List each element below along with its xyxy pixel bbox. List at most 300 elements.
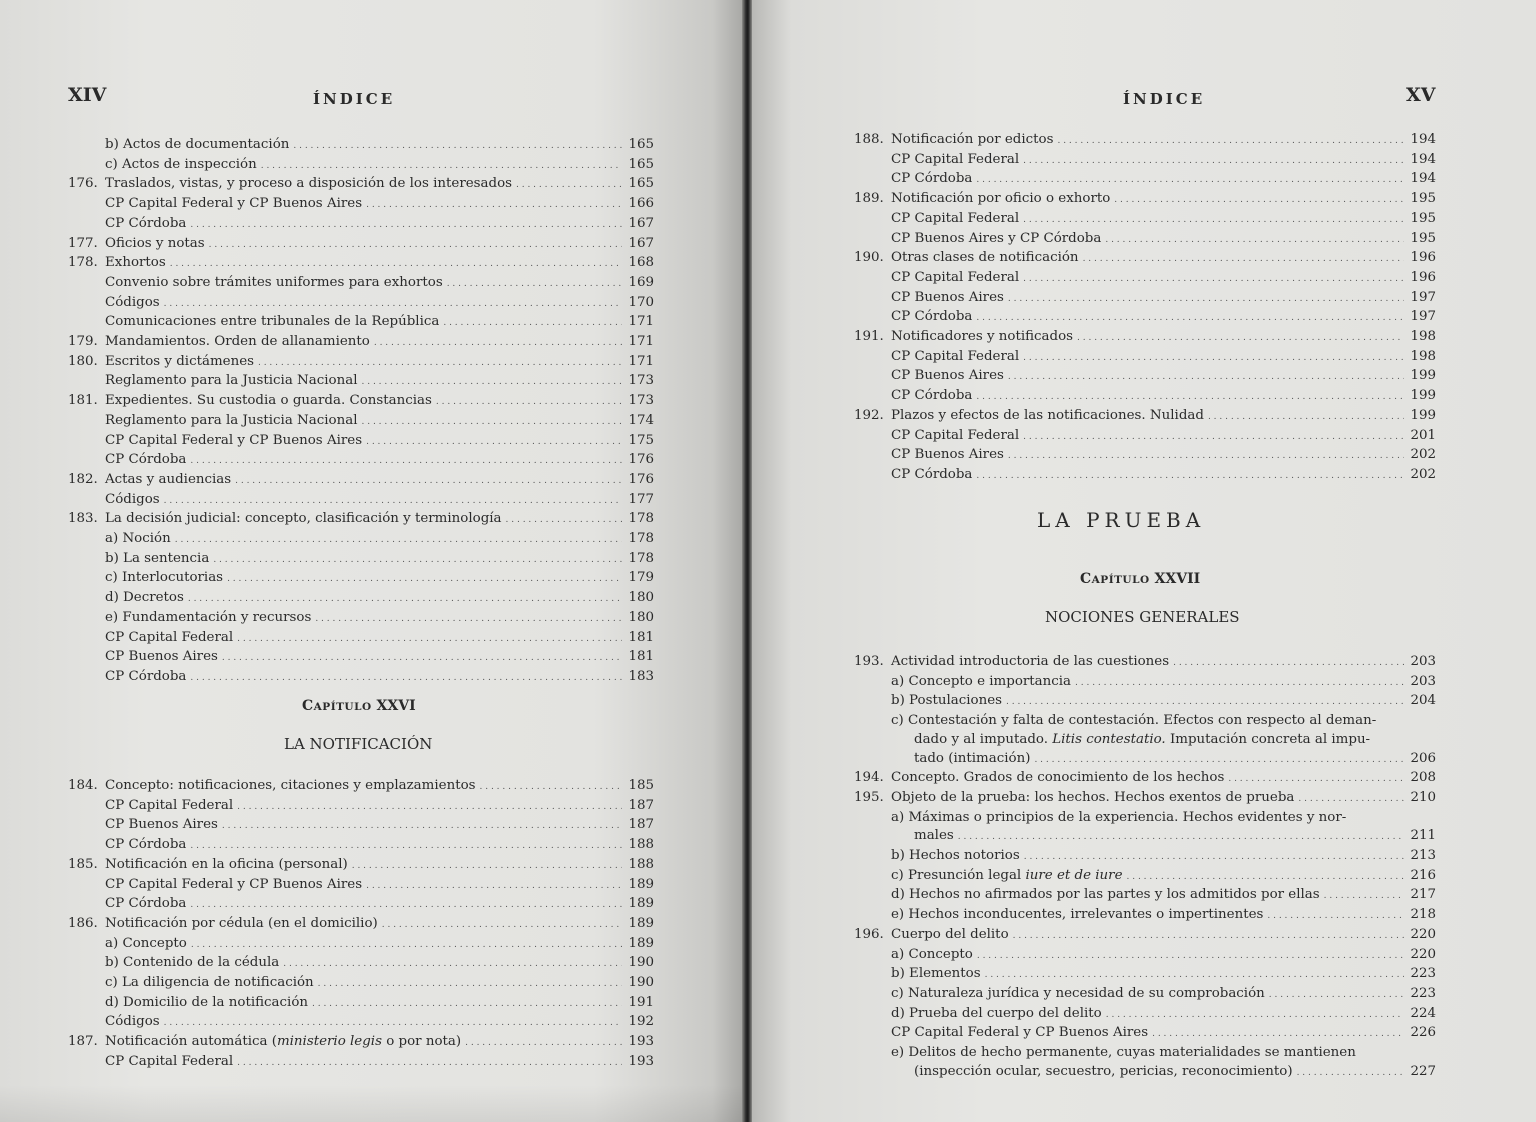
toc-entry[interactable]: [68, 1013, 654, 1033]
toc-entry[interactable]: [68, 274, 654, 294]
leader-dots: [1298, 789, 1404, 809]
toc-entry[interactable]: [68, 175, 654, 195]
leader-dots: [1077, 328, 1404, 348]
leader-dots: [312, 994, 622, 1014]
leader-dots: [516, 175, 622, 195]
toc-entry[interactable]: [68, 491, 654, 511]
toc-entry[interactable]: [854, 446, 1436, 466]
entry-page: 191: [628, 994, 654, 1010]
toc-entry[interactable]: [854, 789, 1436, 809]
entry-label-part: o por nota): [381, 1034, 462, 1050]
entry-label: b) Contenido de la cédula: [105, 955, 280, 971]
entry-label: Comunicaciones entre tribunales de la República: [105, 314, 440, 330]
entry-page: 203: [1410, 654, 1436, 669]
entry-page: 197: [1410, 309, 1436, 325]
entry-label: CP Capital Federal: [891, 348, 1020, 364]
leader-dots: [1023, 269, 1404, 289]
entry-number: 195.: [854, 789, 884, 805]
toc-entry[interactable]: [68, 609, 654, 629]
leader-dots: [283, 954, 622, 974]
entry-label: Códigos: [105, 491, 160, 507]
entry-label: Códigos: [105, 294, 160, 310]
leader-dots: [190, 451, 622, 471]
leader-dots: [1105, 230, 1404, 250]
entry-label-line: dado y al imputado.: [914, 731, 1053, 747]
entry-page: 193: [628, 1053, 654, 1069]
entry-label: Concepto: notificaciones, citaciones y emplazamientos: [105, 778, 476, 793]
entry-label: Notificación en la oficina (personal): [105, 856, 348, 872]
leader-dots: [1127, 867, 1404, 887]
toc-entry[interactable]: [854, 946, 1436, 966]
leader-dots: [1008, 446, 1404, 466]
toc-entry[interactable]: [68, 550, 654, 570]
leader-dots: [382, 915, 622, 935]
leader-dots: [1023, 151, 1404, 171]
entry-number: 176.: [68, 176, 98, 192]
toc-entry[interactable]: [854, 906, 1436, 926]
toc-entry[interactable]: [68, 372, 654, 392]
entry-page: 177: [628, 491, 654, 507]
entry-page: 194: [1410, 171, 1436, 187]
entry-page: 171: [628, 314, 654, 330]
toc-entry[interactable]: [68, 895, 654, 915]
toc-entry[interactable]: [68, 856, 654, 876]
entry-page: 202: [1410, 447, 1436, 463]
toc-entry[interactable]: [68, 648, 654, 668]
right-toc-bottom: [854, 653, 1436, 1082]
toc-entry[interactable]: [854, 348, 1436, 368]
right-chapter-label: [1080, 571, 1200, 587]
toc-entry[interactable]: [68, 432, 654, 452]
entry-label: CP Capital Federal: [105, 1053, 234, 1069]
entry-page: 167: [628, 215, 654, 231]
entry-page: 197: [1410, 289, 1436, 305]
toc-entry[interactable]: [68, 530, 654, 550]
entry-page: 193: [628, 1034, 654, 1050]
entry-label: CP Córdoba: [105, 215, 187, 231]
toc-entry[interactable]: [854, 692, 1436, 712]
entry-label-italic: ministerio legis: [276, 1034, 382, 1050]
leader-dots: [958, 827, 1404, 847]
entry-page: 187: [628, 797, 654, 813]
entry-page: 189: [628, 876, 654, 892]
toc-entry[interactable]: [68, 1033, 654, 1053]
entry-label: Notificadores y notificados: [891, 329, 1074, 345]
entry-label: Notificación por cédula (en el domicilio): [105, 915, 378, 931]
toc-entry[interactable]: [854, 249, 1436, 269]
toc-entry-multiline[interactable]: [854, 809, 1436, 828]
part-title: LA PRUEBA: [1037, 508, 1206, 532]
entry-label: CP Capital Federal y CP Buenos Aires: [105, 432, 363, 448]
entry-page: 199: [1410, 388, 1436, 404]
toc-entry[interactable]: [68, 294, 654, 314]
leader-dots: [191, 935, 622, 955]
entry-page: 180: [628, 590, 654, 606]
entry-page: 203: [1410, 673, 1436, 689]
leader-dots: [1152, 1024, 1404, 1044]
leader-dots: [366, 195, 622, 215]
toc-entry[interactable]: [854, 210, 1436, 230]
toc-entry[interactable]: [68, 392, 654, 412]
toc-entry[interactable]: [854, 926, 1436, 946]
toc-entry[interactable]: [68, 1053, 654, 1073]
entry-label: d) Hechos no afirmados por las partes y los admitidos por ellas: [891, 887, 1320, 903]
entry-label: CP Córdoba: [891, 466, 973, 482]
left-chapter-title: LA NOTIFICACIÓN: [284, 735, 433, 753]
toc-entry[interactable]: [854, 190, 1436, 210]
entry-label: Plazos y efectos de las notificaciones. Nulidad: [891, 407, 1204, 423]
toc-entry[interactable]: [854, 867, 1436, 887]
left-chapter-label: [302, 698, 416, 714]
toc-entry[interactable]: [854, 965, 1436, 985]
entry-label-line: tado (intimación): [914, 750, 1031, 766]
toc-entry[interactable]: [854, 427, 1436, 447]
entry-page: 185: [628, 778, 654, 793]
entry-page: 188: [628, 837, 654, 853]
toc-entry[interactable]: [68, 816, 654, 836]
entry-page: 208: [1410, 770, 1436, 786]
toc-entry[interactable]: [854, 289, 1436, 309]
toc-entry[interactable]: [854, 1024, 1436, 1044]
toc-entry[interactable]: [68, 876, 654, 896]
entry-label: CP Córdoba: [891, 171, 973, 187]
entry-label: Reglamento para la Justicia Nacional: [105, 412, 358, 428]
toc-entry[interactable]: [68, 915, 654, 935]
toc-entry[interactable]: [854, 769, 1436, 789]
entry-label: Convenio sobre trámites uniformes para exhortos: [105, 274, 443, 290]
entry-number: 189.: [854, 191, 884, 207]
toc-entry[interactable]: [68, 156, 654, 176]
entry-number: 181.: [68, 393, 98, 409]
entry-page: 201: [1410, 427, 1436, 443]
leader-dots: [1006, 692, 1404, 712]
chapter-number: XXVI: [376, 698, 416, 714]
leader-dots: [164, 491, 622, 511]
entry-page: 204: [1410, 693, 1436, 709]
leader-dots: [1083, 249, 1404, 269]
entry-page: 171: [628, 334, 654, 350]
entry-label: CP Capital Federal y CP Buenos Aires: [105, 196, 363, 212]
toc-entry[interactable]: [68, 954, 654, 974]
toc-entry[interactable]: [68, 254, 654, 274]
entry-page: 227: [1410, 1063, 1436, 1079]
leader-dots: [443, 313, 622, 333]
toc-entry[interactable]: [68, 589, 654, 609]
entry-page: 165: [628, 137, 654, 152]
entry-page: 175: [628, 432, 654, 448]
entry-label: Traslados, vistas, y proceso a disposición de los interesados: [105, 176, 513, 192]
entry-page: 194: [1410, 151, 1436, 167]
entry-label: Notificación por edictos: [891, 132, 1054, 147]
leader-dots: [362, 412, 623, 432]
entry-label: CP Córdoba: [891, 309, 973, 325]
entry-number: 178.: [68, 255, 98, 271]
left-running-head: ÍNDICE: [313, 90, 396, 108]
entry-label: b) Hechos notorios: [891, 848, 1020, 864]
leader-dots: [188, 589, 622, 609]
entry-label: CP Córdoba: [105, 668, 187, 684]
entry-page: 218: [1410, 907, 1436, 923]
leader-dots: [366, 432, 622, 452]
left-toc-top: [68, 136, 654, 688]
chapter-prefix: CAPÍTULO: [302, 698, 372, 714]
leader-dots: [1034, 750, 1404, 770]
entry-number: 196.: [854, 926, 884, 942]
toc-entry[interactable]: [854, 151, 1436, 171]
toc-entry[interactable]: [68, 313, 654, 333]
entry-page: 167: [628, 235, 654, 251]
entry-page: 220: [1410, 946, 1436, 962]
left-toc-bottom: [68, 777, 654, 1073]
toc-entry[interactable]: [68, 333, 654, 353]
leader-dots: [1173, 653, 1404, 673]
entry-label: CP Capital Federal: [891, 269, 1020, 285]
entry-page: 165: [628, 176, 654, 192]
leader-dots: [447, 274, 622, 294]
entry-label: Actas y audiencias: [105, 471, 232, 487]
entry-label: Actividad introductoria de las cuestiones: [891, 654, 1170, 669]
entry-label: CP Capital Federal: [105, 797, 234, 813]
entry-number: 179.: [68, 334, 98, 350]
entry-label: [105, 1033, 461, 1052]
toc-entry-continued[interactable]: [854, 827, 1436, 847]
entry-label: b) Elementos: [891, 966, 981, 982]
entry-page: 195: [1410, 230, 1436, 246]
leader-dots: [374, 333, 622, 353]
leader-dots: [261, 156, 622, 176]
leader-dots: [1269, 985, 1404, 1005]
entry-page: 195: [1410, 191, 1436, 207]
entry-number: 177.: [68, 235, 98, 251]
toc-entry[interactable]: [854, 1005, 1436, 1025]
entry-label: CP Buenos Aires: [891, 447, 1004, 463]
right-running-head: ÍNDICE: [1123, 90, 1206, 108]
leader-dots: [366, 876, 622, 896]
entry-page: 198: [1410, 329, 1436, 345]
leader-dots: [190, 836, 622, 856]
toc-entry[interactable]: [68, 235, 654, 255]
entry-page: 179: [628, 570, 654, 586]
entry-page: 178: [628, 550, 654, 566]
entry-page: 189: [628, 896, 654, 912]
toc-entry-continued[interactable]: [854, 750, 1436, 770]
entry-label: Escritos y dictámenes: [105, 353, 254, 369]
entry-label-line: Imputación concreta al impu-: [1165, 731, 1371, 747]
toc-entry[interactable]: [854, 269, 1436, 289]
entry-number: 192.: [854, 407, 884, 423]
entry-label: e) Fundamentación y recursos: [105, 609, 312, 625]
entry-page: 198: [1410, 348, 1436, 364]
entry-page: 206: [1410, 750, 1436, 766]
leader-dots: [976, 387, 1404, 407]
leader-dots: [1008, 367, 1404, 387]
leader-dots: [315, 609, 622, 629]
toc-entry[interactable]: [68, 629, 654, 649]
toc-entry[interactable]: [68, 836, 654, 856]
entry-page: 223: [1410, 966, 1436, 982]
entry-page: 210: [1410, 789, 1436, 805]
toc-entry[interactable]: [68, 471, 654, 491]
entry-label: b) Actos de documentación: [105, 137, 290, 152]
toc-entry[interactable]: [68, 451, 654, 471]
leader-dots: [293, 136, 622, 156]
toc-entry[interactable]: [68, 994, 654, 1014]
leader-dots: [506, 510, 622, 530]
entry-label: a) Concepto e importancia: [891, 673, 1072, 689]
right-toc-top: [854, 131, 1436, 486]
entry-page: 181: [628, 649, 654, 665]
entry-label: CP Capital Federal: [891, 427, 1020, 443]
leader-dots: [1013, 926, 1404, 946]
entry-page: 199: [1410, 368, 1436, 384]
entry-label: a) Noción: [105, 531, 171, 547]
entry-label-line: a) Máximas o principios de la experiencia. Hechos evidentes y nor-: [891, 809, 1347, 825]
entry-page: 220: [1410, 926, 1436, 942]
entry-label: CP Buenos Aires: [891, 289, 1004, 305]
entry-label: Exhortos: [105, 255, 166, 271]
toc-entry[interactable]: [68, 510, 654, 530]
toc-entry[interactable]: [854, 170, 1436, 190]
toc-entry[interactable]: [68, 569, 654, 589]
entry-page: 168: [628, 255, 654, 271]
leader-dots: [222, 816, 622, 836]
entry-label: CP Capital Federal y CP Buenos Aires: [105, 876, 363, 892]
leader-dots: [1023, 427, 1404, 447]
entry-label: Notificación por oficio o exhorto: [891, 191, 1111, 207]
toc-entry[interactable]: [854, 387, 1436, 407]
entry-label: c) Naturaleza jurídica y necesidad de su comprobación: [891, 985, 1265, 1001]
toc-entry[interactable]: [854, 985, 1436, 1005]
toc-entry-continued[interactable]: [854, 1063, 1436, 1083]
toc-entry-multiline[interactable]: [854, 1044, 1436, 1063]
toc-entry[interactable]: [854, 131, 1436, 151]
entry-page: 166: [628, 196, 654, 212]
entry-number: 191.: [854, 329, 884, 345]
toc-entry[interactable]: [854, 230, 1436, 250]
entry-label-italic: Litis contestatio.: [1052, 731, 1166, 747]
chapter-prefix: CAPÍTULO: [1080, 571, 1150, 587]
entry-page: 192: [628, 1014, 654, 1030]
leader-dots: [237, 797, 622, 817]
left-folio: XIV: [68, 84, 107, 106]
book-gutter: [742, 0, 752, 1122]
entry-label-line: e) Delitos de hecho permanente, cuyas materialidades se mantienen: [891, 1045, 1356, 1061]
entry-label: CP Capital Federal y CP Buenos Aires: [891, 1025, 1149, 1041]
toc-entry[interactable]: [68, 412, 654, 432]
entry-number: 183.: [68, 511, 98, 527]
entry-label-part: Notificación automática (: [105, 1034, 277, 1050]
entry-page: 178: [628, 531, 654, 547]
leader-dots: [1024, 847, 1404, 867]
toc-entry[interactable]: [854, 407, 1436, 427]
leader-dots: [976, 308, 1404, 328]
toc-entry-multiline[interactable]: [854, 712, 1436, 749]
entry-label: CP Córdoba: [105, 452, 187, 468]
leader-dots: [164, 1013, 622, 1033]
leader-dots: [1057, 131, 1404, 151]
entry-number: 190.: [854, 250, 884, 266]
leader-dots: [318, 974, 622, 994]
leader-dots: [1023, 210, 1404, 230]
leader-dots: [164, 294, 622, 314]
toc-entry[interactable]: [68, 668, 654, 688]
entry-label: CP Córdoba: [105, 896, 187, 912]
toc-entry[interactable]: [854, 847, 1436, 867]
toc-entry[interactable]: [68, 974, 654, 994]
entry-page: 169: [628, 274, 654, 290]
toc-entry[interactable]: [68, 935, 654, 955]
entry-label: a) Concepto: [891, 946, 973, 962]
entry-label: CP Córdoba: [891, 388, 973, 404]
entry-page: 176: [628, 471, 654, 487]
toc-entry[interactable]: [854, 328, 1436, 348]
entry-label: [891, 867, 1123, 886]
right-chapter-title: NOCIONES GENERALES: [1045, 608, 1240, 626]
toc-entry[interactable]: [854, 466, 1436, 486]
leader-dots: [1267, 906, 1404, 926]
toc-entry[interactable]: [68, 353, 654, 373]
leader-dots: [209, 235, 622, 255]
leader-dots: [213, 550, 622, 570]
entry-page: 196: [1410, 250, 1436, 266]
entry-label: CP Buenos Aires: [105, 649, 218, 665]
leader-dots: [436, 392, 622, 412]
leader-dots: [170, 254, 622, 274]
entry-label: La decisión judicial: concepto, clasificación y terminología: [105, 511, 502, 527]
entry-number: 194.: [854, 770, 884, 786]
entry-label: e) Hechos inconducentes, irrelevantes o impertinentes: [891, 907, 1264, 923]
entry-page: 199: [1410, 407, 1436, 423]
toc-entry[interactable]: [68, 797, 654, 817]
toc-entry[interactable]: [854, 673, 1436, 693]
leader-dots: [352, 856, 622, 876]
toc-entry[interactable]: [854, 886, 1436, 906]
entry-page: 202: [1410, 466, 1436, 482]
entry-number: 185.: [68, 856, 98, 872]
entry-label: a) Concepto: [105, 935, 187, 951]
entry-page: 190: [628, 975, 654, 991]
toc-entry[interactable]: [854, 367, 1436, 387]
entry-label: d) Prueba del cuerpo del delito: [891, 1005, 1102, 1021]
toc-entry[interactable]: [854, 653, 1436, 673]
toc-entry[interactable]: [68, 777, 654, 797]
entry-page: 217: [1410, 887, 1436, 903]
entry-page: 195: [1410, 210, 1436, 226]
entry-label: d) Domicilio de la notificación: [105, 994, 309, 1010]
entry-label: CP Capital Federal: [891, 210, 1020, 226]
entry-page: 189: [628, 935, 654, 951]
entry-number: 182.: [68, 471, 98, 487]
entry-number: 186.: [68, 915, 98, 931]
leader-dots: [1297, 1063, 1404, 1083]
leader-dots: [237, 1053, 622, 1073]
toc-entry[interactable]: [854, 308, 1436, 328]
right-folio: XV: [1406, 84, 1436, 106]
entry-page: 170: [628, 294, 654, 310]
entry-label: Mandamientos. Orden de allanamiento: [105, 334, 370, 350]
chapter-number: XXVII: [1154, 571, 1201, 587]
leader-dots: [227, 569, 622, 589]
toc-entry[interactable]: [68, 215, 654, 235]
page-shadow: [0, 1085, 742, 1122]
entry-page: 173: [628, 373, 654, 389]
entry-label: Objeto de la prueba: los hechos. Hechos exentos de prueba: [891, 789, 1295, 805]
toc-entry[interactable]: [68, 195, 654, 215]
entry-page: 226: [1410, 1025, 1436, 1041]
leader-dots: [237, 629, 622, 649]
entry-number: 188.: [854, 132, 884, 147]
toc-entry[interactable]: [68, 136, 654, 156]
